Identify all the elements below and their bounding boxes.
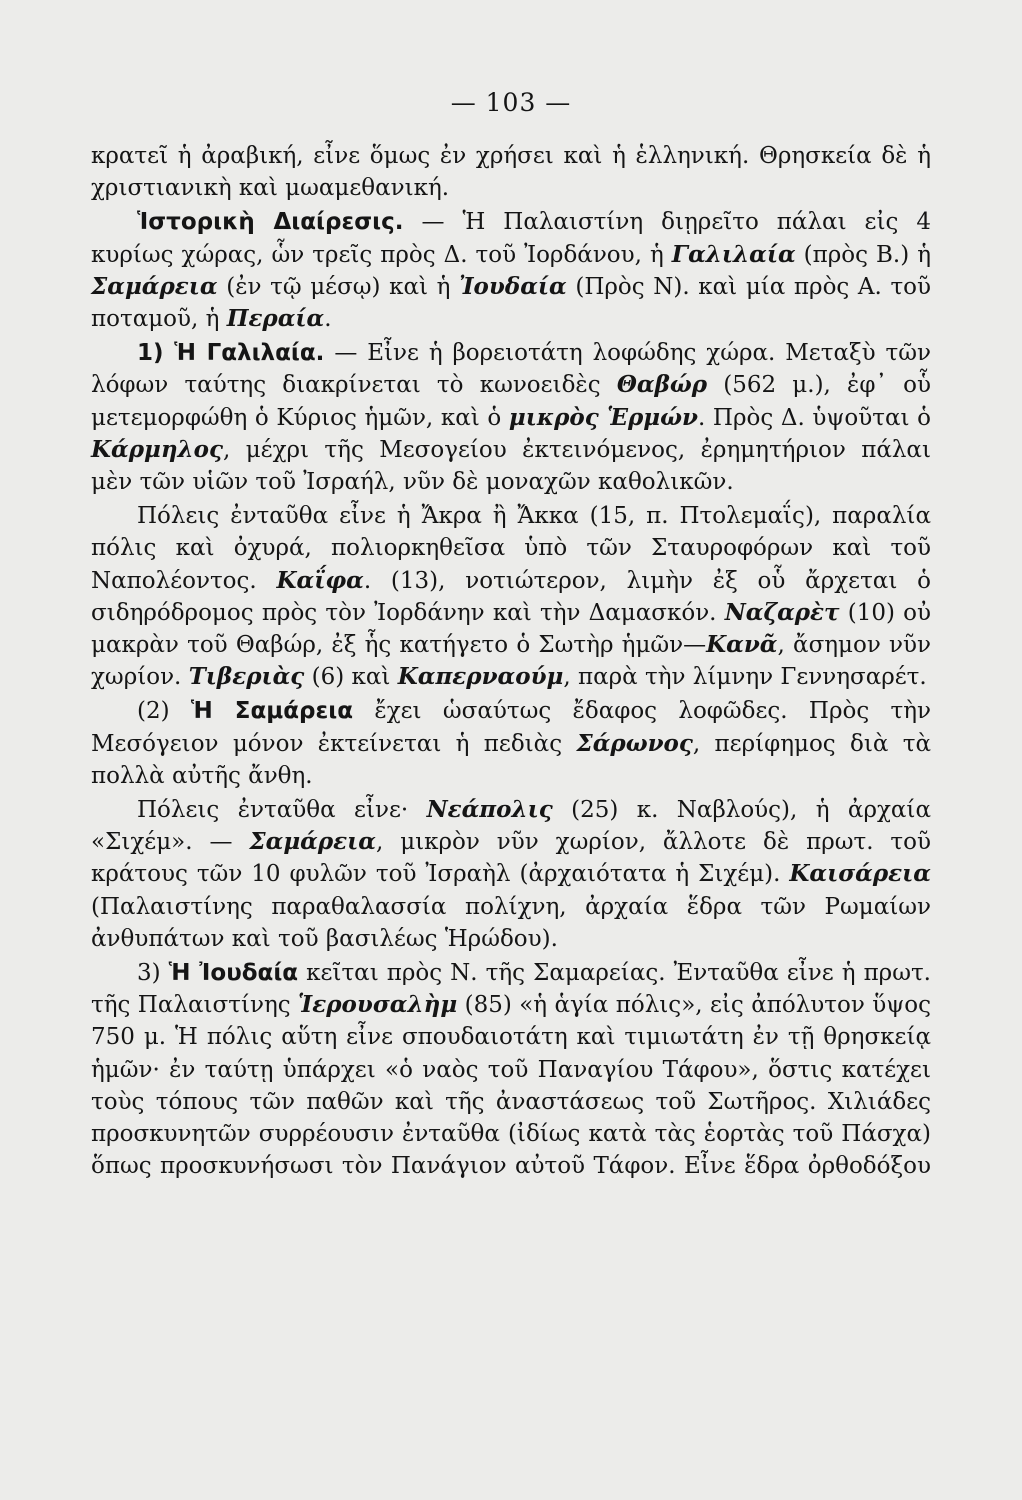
section-heading: Ἡ Σαμάρεια [190, 698, 354, 725]
text-run: (10) οὐ μακρὰν τοῦ Θαβώρ, ἐξ ἧς κατήγετο ὁ Σωτὴρ ἡμῶν— [91, 599, 931, 659]
text-run: . [324, 306, 332, 333]
paragraph [91, 337, 931, 498]
text-run: (ἐν τῷ μέσῳ) καὶ ἡ [217, 273, 460, 300]
text-run: — Εἶνε ἡ βορειοτάτη λοφώδης χώρα. Μεταξὺ τῶν λόφων ταύτης διακρίνεται τὸ κωνοειδὲς [91, 340, 931, 399]
section-heading: Ἱστορικὴ Διαίρεσις. [137, 209, 404, 236]
place-name: Καπερναούμ [397, 663, 564, 691]
paragraph [91, 794, 931, 955]
text-run: (85) «ἡ ἁγία πόλις», εἰς ἀπόλυτον ὕψος 750 μ. Ἡ πόλις αὕτη εἶνε σπουδαιοτάτη καὶ τιμιωτάτη ἐν τῇ θρησκείᾳ ἡμῶν· ἐν ταύτῃ ὑπάρχει «ὁ ναὸς τοῦ Παναγίου Τάφου», ὅστις κατέχει τοὺς τόπους τῶν παθῶν καὶ τῆς ἀναστάσεως τοῦ Σωτῆρος. Χιλιάδες προσκυνητῶν συρρέουσιν ἐνταῦθα (ἰδίως κατὰ τὰς ἑορτὰς τοῦ Πάσχα) ὅπως προσκυνήσωσι τὸν Πανάγιον αὐτοῦ Τάφον. Εἶνε ἕδρα ὀρθοδόξου [91, 992, 932, 1180]
place-name: Νεάπολις [426, 796, 553, 824]
text-run: . Πρὸς Δ. ὑψοῦται ὁ [697, 404, 931, 431]
text-run: (πρὸς Β.) ἡ [795, 241, 931, 268]
place-name: Κάρμηλος [91, 435, 224, 463]
place-name: Περαία [226, 305, 325, 333]
paragraph [91, 500, 931, 693]
text-run: Πόλεις ἐνταῦθα εἶνε ἡ Ἄκρα ἢ Ἄκκα (15, π. Πτολεμαΐς), παραλία πόλις καὶ ὀχυρά, πολιορκηθεῖσα ὑπὸ τῶν Σταυροφόρων καὶ τοῦ Ναπολέοντος. [91, 503, 931, 594]
place-name: Καισάρεια [789, 860, 931, 888]
text-run: (2) [137, 698, 191, 725]
text-run: ἔχει ὡσαύτως ἔδαφος λοφῶδες. Πρὸς τὴν Μεσόγειον μόνον ἐκτείνεται ἡ πεδιὰς [91, 698, 932, 757]
place-name: Ἱερουσαλὴμ [298, 991, 458, 1019]
text-run: (6) καὶ [304, 664, 398, 691]
place-name: μικρὸς Ἑρμών [508, 403, 698, 431]
place-name: Σαμάρεια [249, 828, 376, 856]
text-run: Πόλεις ἐνταῦθα εἶνε· [137, 797, 427, 824]
text-run: , παρὰ τὴν λίμνην Γεννησαρέτ. [563, 664, 927, 691]
text-run: — Ἡ Παλαιστίνη διῃρεῖτο πάλαι εἰς 4 κυρίως χώρας, ὧν τρεῖς πρὸς Δ. τοῦ Ἰορδάνου, ἡ [91, 209, 931, 268]
text-run: , μέχρι τῆς Μεσογείου ἐκτεινόμενος, ἐρημητήριον πάλαι μὲν τῶν υἱῶν τοῦ Ἰσραήλ, νῦν δὲ μοναχῶν καθολικῶν. [91, 436, 931, 496]
paragraph [91, 957, 931, 1182]
place-name: Σαμάρεια [91, 272, 218, 300]
text-run: , περίφημος διὰ τὰ πολλὰ αὐτῆς ἄνθη. [91, 730, 931, 789]
body-text [91, 140, 931, 1183]
place-name: Ἰουδαία [459, 272, 567, 300]
place-name: Σάρωνος [576, 729, 693, 757]
place-name: Καΐφα [276, 566, 364, 594]
text-run: . (13), νοτιώτερον, λιμὴν ἐξ οὗ ἄρχεται ὁ σιδηρόδρομος πρὸς τὸν Ἰορδάνην καὶ τὴν Δαμασκόν. [91, 567, 931, 626]
text-run: , ἄσημον νῦν χωρίον. [91, 632, 932, 691]
paragraph [91, 140, 931, 204]
place-name: Θαβώρ [616, 371, 708, 399]
page-number: — 103 — [450, 88, 572, 117]
paragraph [91, 695, 931, 792]
place-name: Κανᾶ [706, 631, 778, 659]
place-name: Τιβεριὰς [188, 663, 305, 691]
text-run: (25) κ. Ναβλούς), ἡ ἀρχαία «Σιχέμ». — [91, 797, 931, 856]
paragraph [91, 206, 931, 335]
text-run: (Παλαιστίνης παραθαλασσία πολίχνη, ἀρχαία ἕδρα τῶν Ρωμαίων ἀνθυπάτων καὶ τοῦ βασιλέως Ἡρώδου). [91, 893, 931, 952]
section-heading: Ἡ Ἰουδαία [168, 960, 299, 987]
place-name: Γαλιλαία [671, 240, 796, 268]
place-name: Ναζαρὲτ [724, 598, 840, 626]
section-heading: 1) Ἡ Γαλιλαία. [137, 340, 325, 367]
text-run: (Πρὸς Ν). καὶ μία πρὸς Α. τοῦ ποταμοῦ, ἡ [91, 273, 932, 333]
text-run: κρατεῖ ἡ ἀραβική, εἶνε ὅμως ἐν χρήσει καὶ ἡ ἑλληνική. Θρησκεία δὲ ἡ χριστιανικὴ καὶ μωαμεθανική. [91, 143, 931, 202]
text-run: κεῖται πρὸς Ν. τῆς Σαμαρείας. Ἐνταῦθα εἶνε ἡ πρωτ. τῆς Παλαιστίνης [91, 960, 931, 1019]
text-run: , μικρὸν νῦν χωρίον, ἄλλοτε δὲ πρωτ. τοῦ κράτους τῶν 10 φυλῶν τοῦ Ἰσραὴλ (ἀρχαιότατα ἡ Σιχέμ). [91, 829, 931, 888]
text-run: (562 μ.), ἐφ᾽ οὗ μετεμορφώθη ὁ Κύριος ἡμῶν, καὶ ὁ [91, 372, 932, 431]
text-run: 3) [137, 960, 169, 987]
